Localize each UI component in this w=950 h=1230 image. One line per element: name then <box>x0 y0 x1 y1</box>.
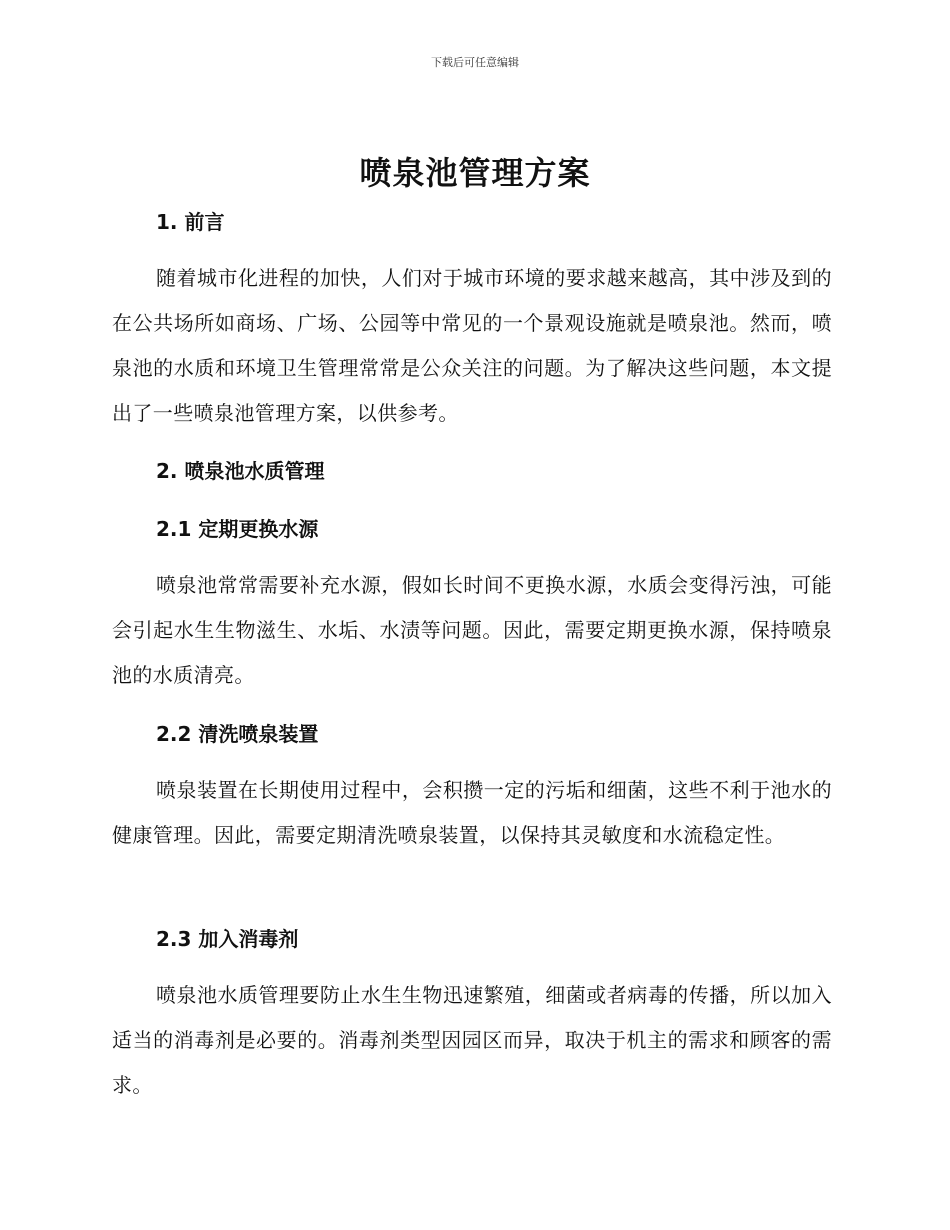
clean-device-paragraph: 喷泉装置在长期使用过程中，会积攒一定的污垢和细菌，这些不利于池水的健康管理。因此，需要定期清洗喷泉装置，以保持其灵敏度和水流稳定性。 <box>112 778 832 847</box>
section-heading-disinfectant: 2.3 加入消毒剂 <box>156 927 299 951</box>
disinfectant-paragraph: 喷泉池水质管理要防止水生生物迅速繁殖，细菌或者病毒的传播，所以加入适当的消毒剂是必要的。消毒剂类型因园区而异，取决于机主的需求和顾客的需求。 <box>112 983 832 1097</box>
preface-paragraph: 随着城市化进程的加快，人们对于城市环境的要求越来越高，其中涉及到的在公共场所如商场、广场、公园等中常见的一个景观设施就是喷泉池。然而，喷泉池的水质和环境卫生管理常常是公众关注的问题。为了解决这些问题，本文提出了一些喷泉池管理方案，以供参考。 <box>112 266 832 425</box>
section-heading-replace-water: 2.1 定期更换水源 <box>156 517 319 541</box>
header-note: 下载后可任意编辑 <box>431 56 519 69</box>
section-heading-preface: 1. 前言 <box>156 210 225 234</box>
section-heading-clean-device: 2.2 清洗喷泉装置 <box>156 722 319 746</box>
document-title: 喷泉池管理方案 <box>359 154 591 192</box>
replace-water-paragraph: 喷泉池常常需要补充水源，假如长时间不更换水源，水质会变得污浊，可能会引起水生生物滋生、水垢、水渍等问题。因此，需要定期更换水源，保持喷泉池的水质清亮。 <box>112 573 832 687</box>
section-heading-water-quality: 2. 喷泉池水质管理 <box>156 459 325 483</box>
